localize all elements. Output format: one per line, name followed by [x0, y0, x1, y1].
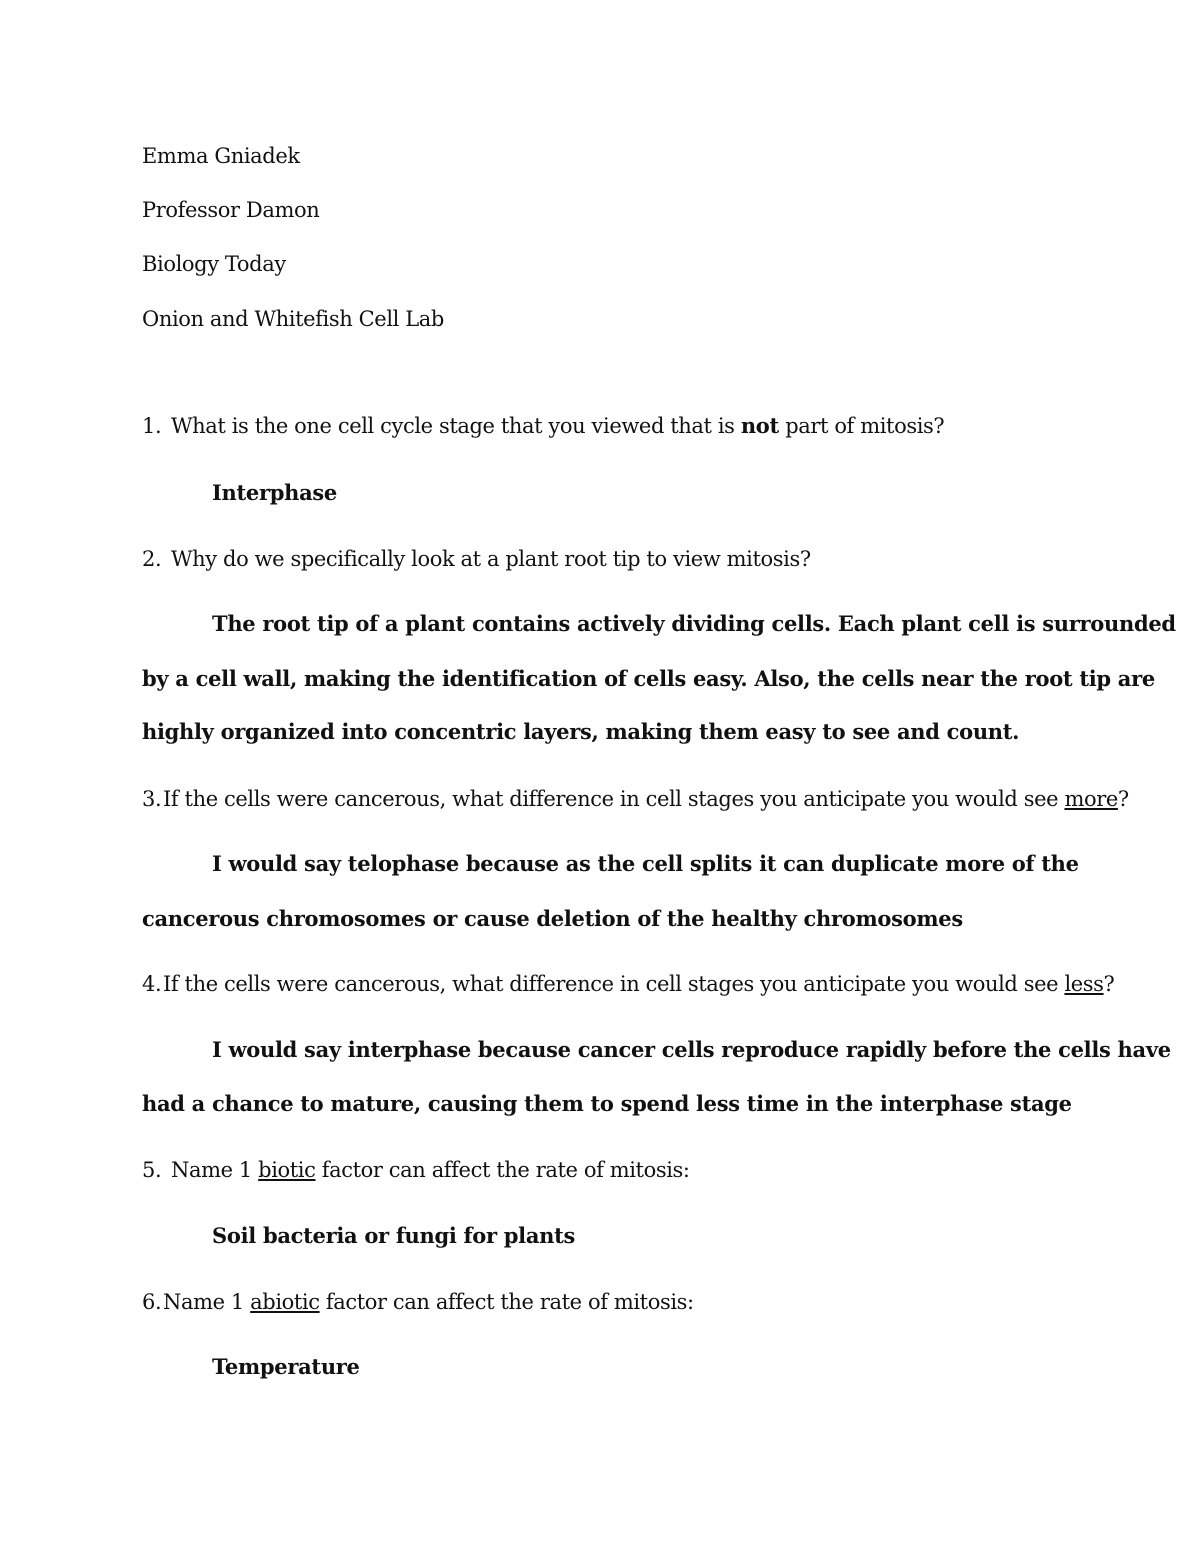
question-emphasis: abiotic — [250, 1290, 320, 1314]
question-text-end: factor can affect the rate of mitosis: — [319, 1290, 694, 1314]
answer-3-line-1: I would say telophase because as the cell splits it can duplicate more of the — [212, 851, 1079, 876]
answer-1: Interphase — [212, 480, 337, 505]
question-number: 6. — [142, 1290, 162, 1314]
answer-4-line-2: had a chance to mature, causing them to spend less time in the interphase stage — [142, 1091, 1072, 1116]
question-4 — [142, 970, 1114, 998]
answer-4-line-1: I would say interphase because cancer cells reproduce rapidly before the cells have — [212, 1037, 1171, 1062]
question-1 — [142, 412, 944, 440]
answer-2-line-2: by a cell wall, making the identification of cells easy. Also, the cells near the root tip are — [142, 666, 1155, 691]
question-number: 2. — [142, 547, 162, 571]
professor-name: Professor Damon — [142, 198, 320, 222]
course-name: Biology Today — [142, 252, 286, 276]
question-number: 4. — [142, 972, 162, 996]
question-emphasis: not — [740, 413, 779, 438]
question-text-end: ? — [1117, 787, 1129, 811]
answer-3-line-2: cancerous chromosomes or cause deletion of the healthy chromosomes — [142, 906, 963, 931]
question-text: If the cells were cancerous, what difference in cell stages you anticipate you would see — [163, 972, 1065, 996]
answer-2-line-1: The root tip of a plant contains actively dividing cells. Each plant cell is surrounded — [212, 611, 1176, 636]
question-emphasis: more — [1064, 787, 1118, 811]
question-text-end: part of mitosis? — [778, 414, 945, 438]
question-number: 3. — [142, 787, 162, 811]
question-number: 1. — [142, 414, 162, 438]
question-5 — [142, 1156, 690, 1184]
question-emphasis: less — [1064, 972, 1104, 996]
question-text-end: ? — [1103, 972, 1115, 996]
question-emphasis: biotic — [258, 1158, 316, 1182]
answer-5: Soil bacteria or fungi for plants — [212, 1223, 576, 1248]
answer-6: Temperature — [212, 1354, 360, 1379]
question-text: Why do we specifically look at a plant root tip to view mitosis? — [171, 547, 811, 571]
question-6 — [142, 1288, 694, 1316]
question-text: If the cells were cancerous, what difference in cell stages you anticipate you would see — [163, 787, 1065, 811]
question-text: Name 1 — [163, 1290, 251, 1314]
student-name: Emma Gniadek — [142, 144, 300, 168]
answer-2-line-3: highly organized into concentric layers, making them easy to see and count. — [142, 719, 1020, 744]
question-2 — [142, 545, 811, 573]
question-3 — [142, 785, 1129, 813]
question-text: What is the one cell cycle stage that you viewed that is — [171, 414, 741, 438]
question-number: 5. — [142, 1158, 162, 1182]
question-text: Name 1 — [171, 1158, 259, 1182]
document-title: Onion and Whitefish Cell Lab — [142, 307, 444, 331]
question-text-end: factor can affect the rate of mitosis: — [315, 1158, 690, 1182]
